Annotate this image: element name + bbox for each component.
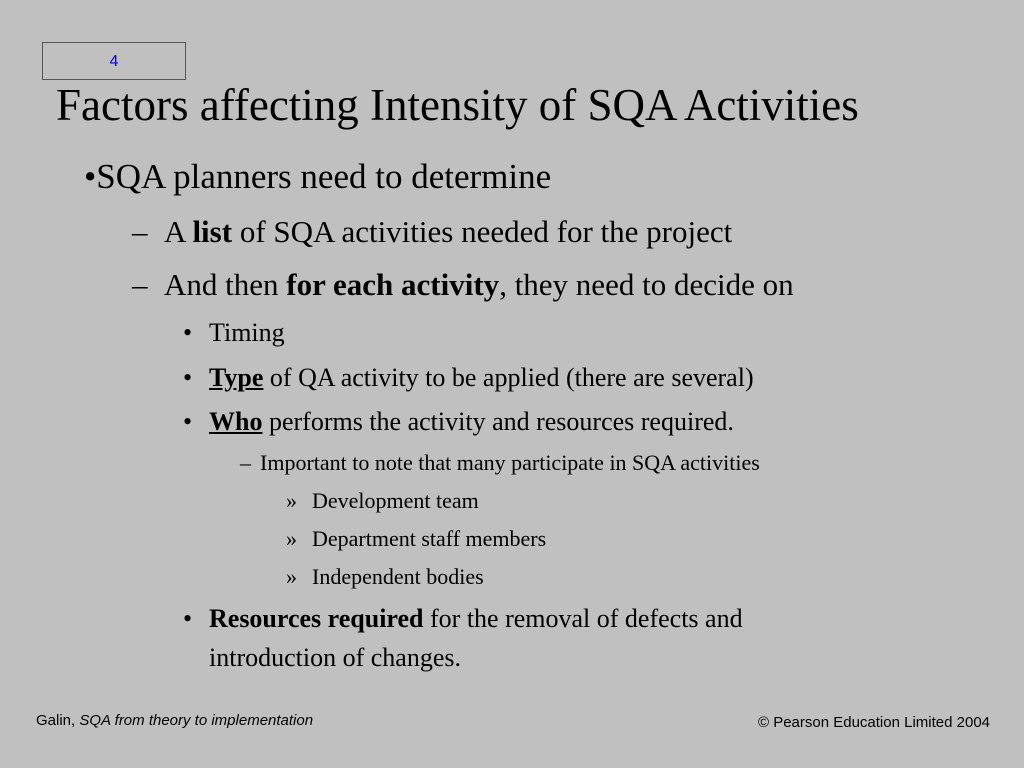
bullet-marker: • bbox=[84, 157, 97, 196]
bullet-marker: • bbox=[183, 318, 193, 347]
emphasis-each-activity: for each activity bbox=[286, 267, 500, 302]
bullet-level2-list: – A list of SQA activities needed for the project bbox=[132, 214, 733, 249]
bullet-marker: • bbox=[183, 604, 193, 633]
slide-number: 4 bbox=[109, 53, 119, 70]
chevron-marker: » bbox=[286, 488, 297, 513]
bullet-level3-resources: • Resources required for the removal of defects and bbox=[183, 604, 743, 633]
emphasis-list: list bbox=[192, 214, 233, 249]
bullet-level5-item: » Development team bbox=[286, 488, 479, 513]
slide-number-box bbox=[42, 42, 186, 80]
bullet-text: SQA planners need to determine bbox=[96, 157, 552, 196]
chevron-marker: » bbox=[286, 564, 297, 589]
footer-citation bbox=[36, 712, 313, 729]
bullet-level3-type: • Type of QA activity to be applied (there are several) bbox=[183, 363, 754, 392]
bullet-level1 bbox=[84, 157, 551, 197]
emphasis-who: Who bbox=[209, 407, 263, 436]
bullet-marker: • bbox=[183, 407, 193, 436]
dash-marker: – bbox=[132, 214, 148, 249]
bullet-level5-item: » Department staff members bbox=[286, 526, 547, 551]
emphasis-type: Type bbox=[209, 363, 264, 392]
bullet-marker: • bbox=[183, 363, 193, 392]
slide-title: Factors affecting Intensity of SQA Activities bbox=[56, 80, 859, 130]
bullet-level3-timing: • Timing bbox=[183, 318, 285, 347]
footer-author: Galin, bbox=[36, 712, 80, 729]
chevron-marker: » bbox=[286, 526, 297, 551]
emphasis-resources: Resources required bbox=[209, 604, 424, 633]
bullet-level2-each-activity: – And then for each activity, they need to decide on bbox=[132, 267, 794, 302]
dash-marker: – bbox=[132, 267, 148, 302]
bullet-level3-resources-continued: introduction of changes. bbox=[209, 643, 461, 672]
bullet-level3-who: • Who performs the activity and resources required. bbox=[183, 407, 734, 436]
dash-marker: – bbox=[240, 450, 251, 475]
footer-copyright: © Pearson Education Limited 2004 bbox=[757, 714, 990, 731]
footer-book-title: SQA from theory to implementation bbox=[79, 712, 314, 729]
bullet-level5-item: » Independent bodies bbox=[286, 564, 484, 589]
bullet-level4: – Important to note that many participate in SQA activities bbox=[240, 450, 760, 475]
